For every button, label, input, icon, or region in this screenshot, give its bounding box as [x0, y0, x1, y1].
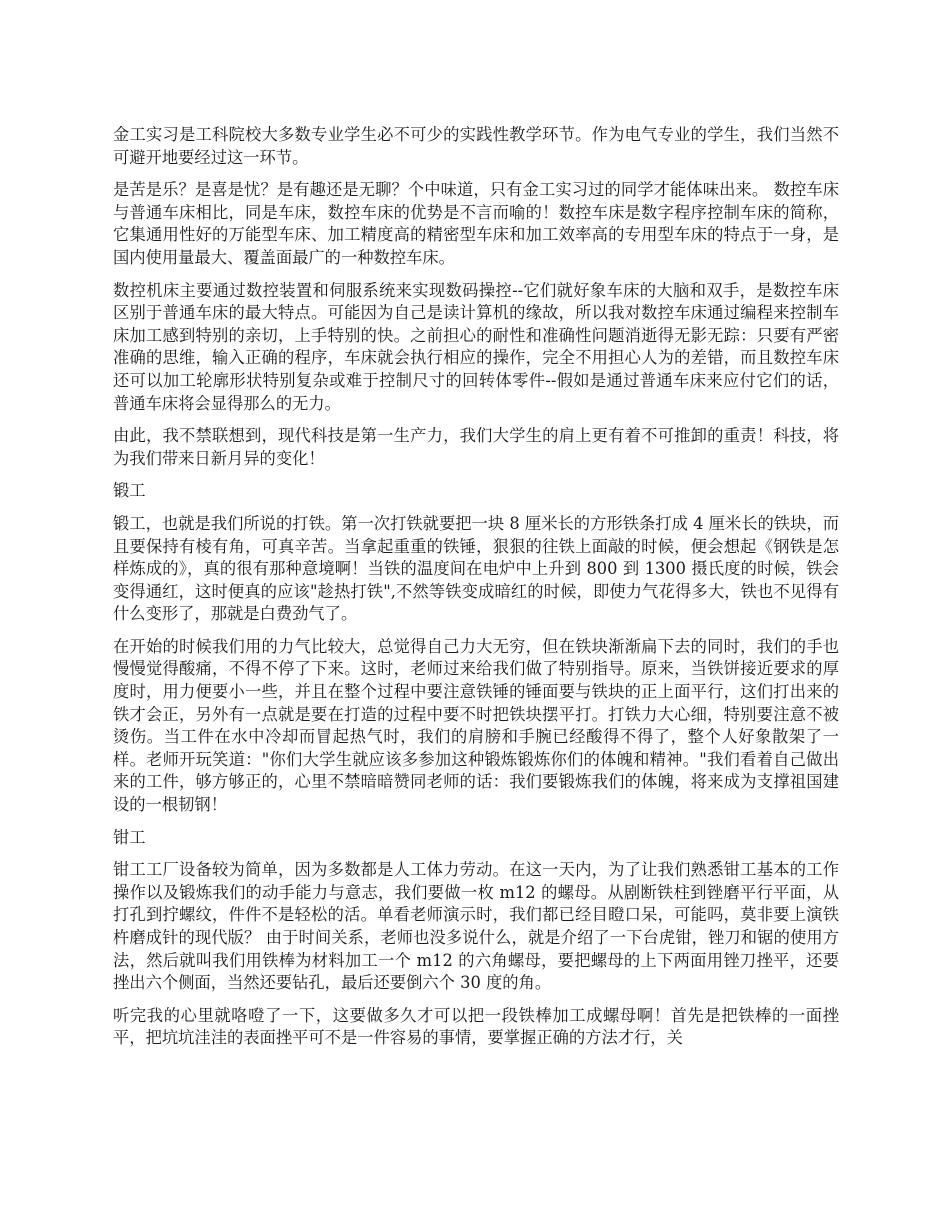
paragraph-cnc-lathe: 是苦是乐？是喜是忧？是有趣还是无聊？个中味道，只有金工实习过的同学才能体味出来。 数控车床 与普通车床相比，同是车床，数控车床的优势是不言而喻的！数控车床是数字程序控制车床的简称，它集通用性好的万能型车床、加工精度高的精密型车床和加工效率高的专用型车床的特点于一身，是国内使用量最大、覆盖面最广的一种数控车床。 [113, 180, 839, 267]
paragraph-cnc-control: 数控机床主要通过数控装置和伺服系统来实现数码操控--它们就好象车床的大脑和双手，是数控车床区别于普通车床的最大特点。可能因为自己是读计算机的缘故，所以我对数控车床通过编程来控制车床加工感到特别的亲切，上手特别的快。之前担心的耐性和准确性问题消逝得无影无踪：只要有严密准确的思维，输入正确的程序，车床就会执行相应的操作，完全不用担心人为的差错，而且数控车床还可以加工轮廓形状特别复杂或难于控制尺寸的回转体零件--假如是通过普通车床来应付它们的话，普通车床将会显得那么的无力。 [113, 280, 839, 413]
paragraph-forging-process: 在开始的时候我们用的力气比较大，总觉得自己力大无穷，但在铁块渐渐扁下去的同时，我们的手也慢慢觉得酸痛，不得不停了下来。这时，老师过来给我们做了特别指导。原来，当铁饼接近要求的厚度时，用力便要小一些，并且在整个过程中要注意铁锤的锤面要与铁块的正上面平行，这们打出来的铁才会正，另外有一点就是要在打造的过程中要不时把铁块摆平打。打铁力大心细，特别要注意不被烫伤。当工件在水中冷却而冒起热气时，我们的肩膀和手腕已经酸得不得了，整个人好象散架了一样。老师开玩笑道："你们大学生就应该多参加这种锻炼锻炼你们的体魄和精神。"我们看着自己做出来的工件，够方够正的，心里不禁暗暗赞同老师的话：我们要锻炼我们的体魄，将来成为支撑祖国建设的一根韧钢！ [113, 636, 839, 815]
document-body [113, 124, 839, 1060]
section-heading-forging: 锻工 [113, 481, 146, 501]
paragraph-fitting-process: 听完我的心里就咯噔了一下，这要做多久才可以把一段铁棒加工成螺母啊！首先是把铁棒的一面挫平，把坑坑洼洼的表面挫平可不是一件容易的事情，要掌握正确的方法才行，关 [113, 1005, 839, 1048]
paragraph-technology: 由此，我不禁联想到，现代科技是第一生产力，我们大学生的肩上更有着不可推卸的重责！科技，将为我们带来日新月异的变化！ [113, 426, 839, 468]
paragraph-forging-intro: 锻工，也就是我们所说的打铁。第一次打铁就要把一块 8 厘米长的方形铁条打成 4 厘米长的铁块，而且要保持有棱有角，可真辛苦。当拿起重重的铁锤，狠狠的往铁上面敲的时候，便会想起《钢铁是怎样炼成的》，真的很有那种意境啊！当铁的温度间在电炉中上升到 800 到 1300 摄氏度的时候，铁会变得通红，这时便真的应该"趁热打铁",不然等铁变成暗红的时候，即使力气花得多大，铁也不见得有什么变形了，那就是白费劲气了。 [113, 513, 839, 624]
paragraph-fitting-intro: 钳工工厂设备较为简单，因为多数都是人工体力劳动。在这一天内，为了让我们熟悉钳工基本的工作操作以及锻炼我们的动手能力与意志，我们要做一枚 m12 的螺母。从剧断铁柱到锉磨平行平面，从打孔到拧螺纹，件件不是轻松的活。单看老师演示时，我们都已经目瞪口呆，可能吗，莫非要上演铁杵磨成针的现代版？ 由于时间关系，老师也没多说什么，就是介绍了一下台虎钳，锉刀和锯的使用方法，然后就叫我们用铁棒为材料加工一个 m12 的六角螺母，要把螺母的上下两面用锉刀挫平，还要挫出六个侧面，当然还要钻孔，最后还要倒六个 30 度的角。 [113, 860, 839, 993]
paragraph-intro: 金工实习是工科院校大多数专业学生必不可少的实践性教学环节。作为电气专业的学生，我们当然不可避开地要经过这一环节。 [113, 125, 839, 167]
section-heading-fitting: 钳工 [113, 827, 146, 847]
